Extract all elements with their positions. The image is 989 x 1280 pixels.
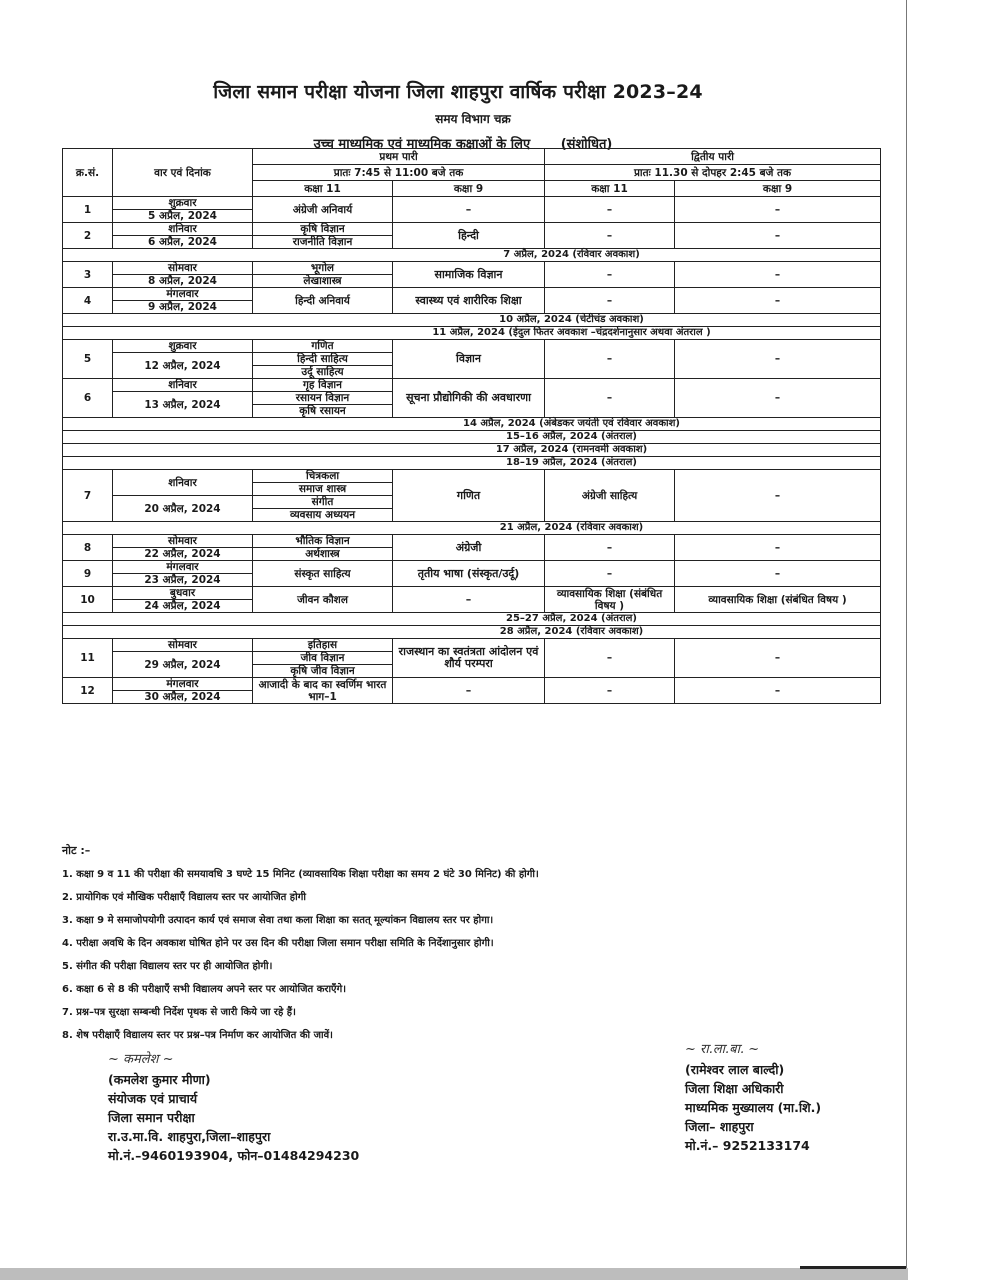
first-shift-class9-subject: तृतीय भाषा (संस्कृत/उर्दू) xyxy=(393,561,545,587)
signatory-left-name: (कमलेश कुमार मीणा) xyxy=(108,1072,211,1087)
serial-number: 10 xyxy=(63,587,113,613)
first-shift-class9-subject: – xyxy=(393,678,545,704)
holiday-row xyxy=(63,522,881,535)
header-second-shift: द्वितीय पारी xyxy=(545,149,881,165)
first-shift-class9-subject: – xyxy=(393,587,545,613)
exam-row xyxy=(63,678,881,691)
second-shift-class11-subject: व्यावसायिक शिक्षा (संबंधित विषय ) xyxy=(545,587,675,613)
exam-row xyxy=(63,197,881,210)
timetable-body xyxy=(63,197,881,704)
first-shift-class9-subject: – xyxy=(393,197,545,223)
serial-number: 8 xyxy=(63,535,113,561)
exam-day: सोमवार xyxy=(113,262,253,275)
exam-row xyxy=(63,340,881,353)
signatory-left-org: जिला समान परीक्षा xyxy=(108,1110,195,1125)
second-shift-class9-subject: – xyxy=(675,197,881,223)
first-shift-class11-subject: संगीत xyxy=(253,496,393,509)
header-first-shift-time: प्रातः 7:45 से 11:00 बजे तक xyxy=(253,165,545,181)
exam-day: शनिवार xyxy=(113,470,253,496)
header-s1-class11: कक्षा 11 xyxy=(253,181,393,197)
second-shift-class11-subject: – xyxy=(545,197,675,223)
second-shift-class11-subject: – xyxy=(545,288,675,314)
first-shift-class11-subject: रसायन विज्ञान xyxy=(253,392,393,405)
second-shift-class11-subject: – xyxy=(545,223,675,249)
holiday-cell xyxy=(63,327,881,340)
serial-number: 9 xyxy=(63,561,113,587)
holiday-text: 7 अप्रैल, 2024 (रविवार अवकाश) xyxy=(503,249,640,260)
note-item: 2. प्रायोगिक एवं मौखिक परीक्षाएँ विद्यालय स्तर पर आयोजित होगी xyxy=(62,892,306,903)
note-item: 4. परीक्षा अवधि के दिन अवकाश घोषित होने पर उस दिन की परीक्षा जिला समान परीक्षा समिति के निर्देशानुसार होगी। xyxy=(62,938,494,949)
first-shift-class11-subject: इतिहास xyxy=(253,639,393,652)
first-shift-class11-subject: भौतिक विज्ञान xyxy=(253,535,393,548)
header-s2-class11: कक्षा 11 xyxy=(545,181,675,197)
first-shift-class11-subject: आजादी के बाद का स्वर्णिम भारत भाग–1 xyxy=(253,678,393,704)
page-edge xyxy=(906,0,907,1268)
page-corner-shadow xyxy=(800,1266,906,1269)
header-row-1 xyxy=(63,149,881,165)
second-shift-class9-subject: – xyxy=(675,262,881,288)
exam-date: 22 अप्रैल, 2024 xyxy=(113,548,253,561)
first-shift-class11-subject: गृह विज्ञान xyxy=(253,379,393,392)
header-first-shift: प्रथम पारी xyxy=(253,149,545,165)
notes-list xyxy=(62,866,539,1041)
holiday-row xyxy=(63,249,881,262)
holiday-text: 18–19 अप्रैल, 2024 (अंतराल) xyxy=(506,457,637,468)
exam-timetable xyxy=(62,148,881,704)
header-s2-class9: कक्षा 9 xyxy=(675,181,881,197)
first-shift-class11-subject: भूगोल xyxy=(253,262,393,275)
holiday-cell xyxy=(63,626,881,639)
holiday-cell xyxy=(63,418,881,431)
exam-date: 29 अप्रैल, 2024 xyxy=(113,652,253,678)
second-shift-class11-subject: – xyxy=(545,639,675,678)
second-shift-class9-subject: – xyxy=(675,288,881,314)
second-shift-class9-subject: – xyxy=(675,678,881,704)
first-shift-class11-subject: हिन्दी साहित्य xyxy=(253,353,393,366)
first-shift-class11-subject: जीवन कौशल xyxy=(253,587,393,613)
exam-date: 6 अप्रैल, 2024 xyxy=(113,236,253,249)
second-shift-class9-subject: – xyxy=(675,639,881,678)
exam-date: 5 अप्रैल, 2024 xyxy=(113,210,253,223)
page-bottom-shadow xyxy=(0,1268,908,1280)
header-day-date: वार एवं दिनांक xyxy=(113,149,253,197)
exam-row xyxy=(63,223,881,236)
holiday-cell xyxy=(63,249,881,262)
signatory-right-district: जिला– शाहपुरा xyxy=(685,1119,754,1134)
serial-number: 7 xyxy=(63,470,113,522)
notes-heading: नोट :– xyxy=(62,844,91,857)
header-s1-class9: कक्षा 9 xyxy=(393,181,545,197)
holiday-row xyxy=(63,418,881,431)
notes-section xyxy=(62,843,539,1050)
holiday-text: 11 अप्रैल, 2024 (ईदुल फितर अवकाश –चंद्रदर्शनानुसार अथवा अंतराल ) xyxy=(432,327,711,338)
exam-row xyxy=(63,262,881,275)
exam-day: शुक्रवार xyxy=(113,340,253,353)
signatory-left xyxy=(108,1050,359,1165)
exam-date: 9 अप्रैल, 2024 xyxy=(113,301,253,314)
exam-row xyxy=(63,587,881,600)
serial-number: 4 xyxy=(63,288,113,314)
holiday-cell xyxy=(63,444,881,457)
holiday-text: 14 अप्रैल, 2024 (अंबेडकर जयंती एवं रविवार अवकाश) xyxy=(463,418,680,429)
first-shift-class11-subject: संस्कृत साहित्य xyxy=(253,561,393,587)
holiday-cell xyxy=(63,613,881,626)
exam-row xyxy=(63,288,881,301)
exam-date: 8 अप्रैल, 2024 xyxy=(113,275,253,288)
second-shift-class9-subject: व्यावसायिक शिक्षा (संबंधित विषय ) xyxy=(675,587,881,613)
first-shift-class11-subject: अंग्रेजी अनिवार्य xyxy=(253,197,393,223)
exam-date: 23 अप्रैल, 2024 xyxy=(113,574,253,587)
signatory-right-designation: जिला शिक्षा अधिकारी xyxy=(685,1081,784,1096)
holiday-row xyxy=(63,444,881,457)
exam-day: बुधवार xyxy=(113,587,253,600)
second-shift-class11-subject: – xyxy=(545,678,675,704)
first-shift-class11-subject: उर्दू साहित्य xyxy=(253,366,393,379)
first-shift-class9-subject: विज्ञान xyxy=(393,340,545,379)
first-shift-class11-subject: लेखाशास्त्र xyxy=(253,275,393,288)
holiday-row xyxy=(63,327,881,340)
exam-row xyxy=(63,535,881,548)
second-shift-class9-subject: – xyxy=(675,535,881,561)
exam-day: शनिवार xyxy=(113,223,253,236)
signatory-left-designation: संयोजक एवं प्राचार्य xyxy=(108,1091,198,1106)
exam-date: 24 अप्रैल, 2024 xyxy=(113,600,253,613)
first-shift-class9-subject: सूचना प्रौद्योगिकी की अवधारणा xyxy=(393,379,545,418)
holiday-text: 15–16 अप्रैल, 2024 (अंतराल) xyxy=(506,431,637,442)
second-shift-class11-subject: – xyxy=(545,379,675,418)
serial-number: 5 xyxy=(63,340,113,379)
serial-number: 12 xyxy=(63,678,113,704)
second-shift-class9-subject: – xyxy=(675,223,881,249)
signature-left: ~ कमलेश ~ xyxy=(108,1052,174,1067)
note-item: 1. कक्षा 9 व 11 की परीक्षा की समयावधि 3 घण्टे 15 मिनिट (व्यावसायिक शिक्षा परीक्षा का समय 2 घंटे 30 मिनिट) की होगी। xyxy=(62,869,539,880)
serial-number: 3 xyxy=(63,262,113,288)
first-shift-class9-subject: गणित xyxy=(393,470,545,522)
first-shift-class11-subject: कृषि विज्ञान xyxy=(253,223,393,236)
serial-number: 2 xyxy=(63,223,113,249)
exam-date: 13 अप्रैल, 2024 xyxy=(113,392,253,418)
note-item: 8. शेष परीक्षाएँ विद्यालय स्तर पर प्रश्न–पत्र निर्माण कर आयोजित की जावें। xyxy=(62,1030,333,1041)
second-shift-class11-subject: – xyxy=(545,535,675,561)
holiday-cell xyxy=(63,457,881,470)
header-serial: क्र.सं. xyxy=(63,149,113,197)
second-shift-class11-subject: – xyxy=(545,561,675,587)
serial-number: 11 xyxy=(63,639,113,678)
holiday-row xyxy=(63,431,881,444)
first-shift-class9-subject: सामाजिक विज्ञान xyxy=(393,262,545,288)
signatory-left-contact: मो.नं.–9460193904, फोन–01484294230 xyxy=(108,1148,360,1163)
holiday-cell xyxy=(63,314,881,327)
caption-text: उच्च माध्यमिक एवं माध्यमिक कक्षाओं के लिए xyxy=(313,137,531,152)
document-title: जिला समान परीक्षा योजना जिला शाहपुरा वार्षिक परीक्षा 2023–24 xyxy=(213,81,703,103)
first-shift-class9-subject: हिन्दी xyxy=(393,223,545,249)
first-shift-class11-subject: व्यवसाय अध्ययन xyxy=(253,509,393,522)
second-shift-class11-subject: – xyxy=(545,340,675,379)
exam-day: शनिवार xyxy=(113,379,253,392)
holiday-text: 25–27 अप्रैल, 2024 (अंतराल) xyxy=(506,613,637,624)
signatory-right-office: माध्यमिक मुख्यालय (मा.शि.) xyxy=(685,1100,822,1115)
serial-number: 6 xyxy=(63,379,113,418)
second-shift-class9-subject: – xyxy=(675,379,881,418)
first-shift-class11-subject: समाज शास्त्र xyxy=(253,483,393,496)
exam-row xyxy=(63,379,881,392)
signature-right: ~ रा.ला.बा. ~ xyxy=(685,1042,760,1057)
exam-day: मंगलवार xyxy=(113,561,253,574)
first-shift-class11-subject: जीव विज्ञान xyxy=(253,652,393,665)
header-second-shift-time: प्रातः 11.30 से दोपहर 2:45 बजे तक xyxy=(545,165,881,181)
document-header xyxy=(0,78,906,152)
holiday-row xyxy=(63,457,881,470)
first-shift-class11-subject: गणित xyxy=(253,340,393,353)
exam-day: सोमवार xyxy=(113,639,253,652)
exam-day: मंगलवार xyxy=(113,288,253,301)
note-item: 6. कक्षा 6 से 8 की परीक्षाएँ सभी विद्यालय अपने स्तर पर आयोजित कराएँगे। xyxy=(62,984,347,995)
serial-number: 1 xyxy=(63,197,113,223)
first-shift-class11-subject: हिन्दी अनिवार्य xyxy=(253,288,393,314)
first-shift-class9-subject: अंग्रेजी xyxy=(393,535,545,561)
second-shift-class9-subject: – xyxy=(675,470,881,522)
note-item: 5. संगीत की परीक्षा विद्यालय स्तर पर ही आयोजित होगी। xyxy=(62,961,273,972)
holiday-text: 28 अप्रैल, 2024 (रविवार अवकाश) xyxy=(499,626,644,637)
holiday-text: 17 अप्रैल, 2024 (रामनवमी अवकाश) xyxy=(495,444,648,455)
first-shift-class11-subject: अर्थशास्त्र xyxy=(253,548,393,561)
first-shift-class11-subject: राजनीति विज्ञान xyxy=(253,236,393,249)
holiday-text: 21 अप्रैल, 2024 (रविवार अवकाश) xyxy=(499,522,644,533)
signatory-right xyxy=(685,1040,821,1155)
exam-day: सोमवार xyxy=(113,535,253,548)
second-shift-class9-subject: – xyxy=(675,340,881,379)
second-shift-class11-subject: अंग्रेजी साहित्य xyxy=(545,470,675,522)
revised-label: (संशोधित) xyxy=(560,137,613,152)
holiday-row xyxy=(63,613,881,626)
exam-day: मंगलवार xyxy=(113,678,253,691)
note-item: 3. कक्षा 9 मे समाजोपयोगी उत्पादन कार्य एवं समाज सेवा तथा कला शिक्षा का सतत् मूल्यांकन विद्यालय स्तर पर होगा। xyxy=(62,915,494,926)
note-item: 7. प्रश्न–पत्र सुरक्षा सम्बन्धी निर्देश पृथक से जारी किये जा रहे हैं। xyxy=(62,1007,296,1018)
first-shift-class11-subject: कृषि जीव विज्ञान xyxy=(253,665,393,678)
first-shift-class9-subject: राजस्थान का स्वतंत्रता आंदोलन एवं शौर्य परम्परा xyxy=(393,639,545,678)
holiday-cell xyxy=(63,431,881,444)
exam-row xyxy=(63,470,881,483)
holiday-row xyxy=(63,626,881,639)
first-shift-class9-subject: स्वास्थ्य एवं शारीरिक शिक्षा xyxy=(393,288,545,314)
exam-row xyxy=(63,639,881,652)
first-shift-class11-subject: कृषि रसायन xyxy=(253,405,393,418)
first-shift-class11-subject: चित्रकला xyxy=(253,470,393,483)
second-shift-class11-subject: – xyxy=(545,262,675,288)
exam-date: 12 अप्रैल, 2024 xyxy=(113,353,253,379)
holiday-text: 10 अप्रैल, 2024 (चेटीचंड अवकाश) xyxy=(499,314,644,325)
exam-date: 30 अप्रैल, 2024 xyxy=(113,691,253,704)
signatory-right-contact: मो.नं.– 9252133174 xyxy=(685,1138,810,1153)
exam-date: 20 अप्रैल, 2024 xyxy=(113,496,253,522)
document-subtitle: समय विभाग चक्र xyxy=(435,112,511,126)
second-shift-class9-subject: – xyxy=(675,561,881,587)
exam-row xyxy=(63,561,881,574)
signatory-right-name: (रामेश्वर लाल बाल्दी) xyxy=(685,1062,785,1077)
exam-day: शुक्रवार xyxy=(113,197,253,210)
holiday-cell xyxy=(63,522,881,535)
holiday-row xyxy=(63,314,881,327)
signatory-left-address: रा.उ.मा.वि. शाहपुरा,जिला–शाहपुरा xyxy=(108,1129,271,1144)
